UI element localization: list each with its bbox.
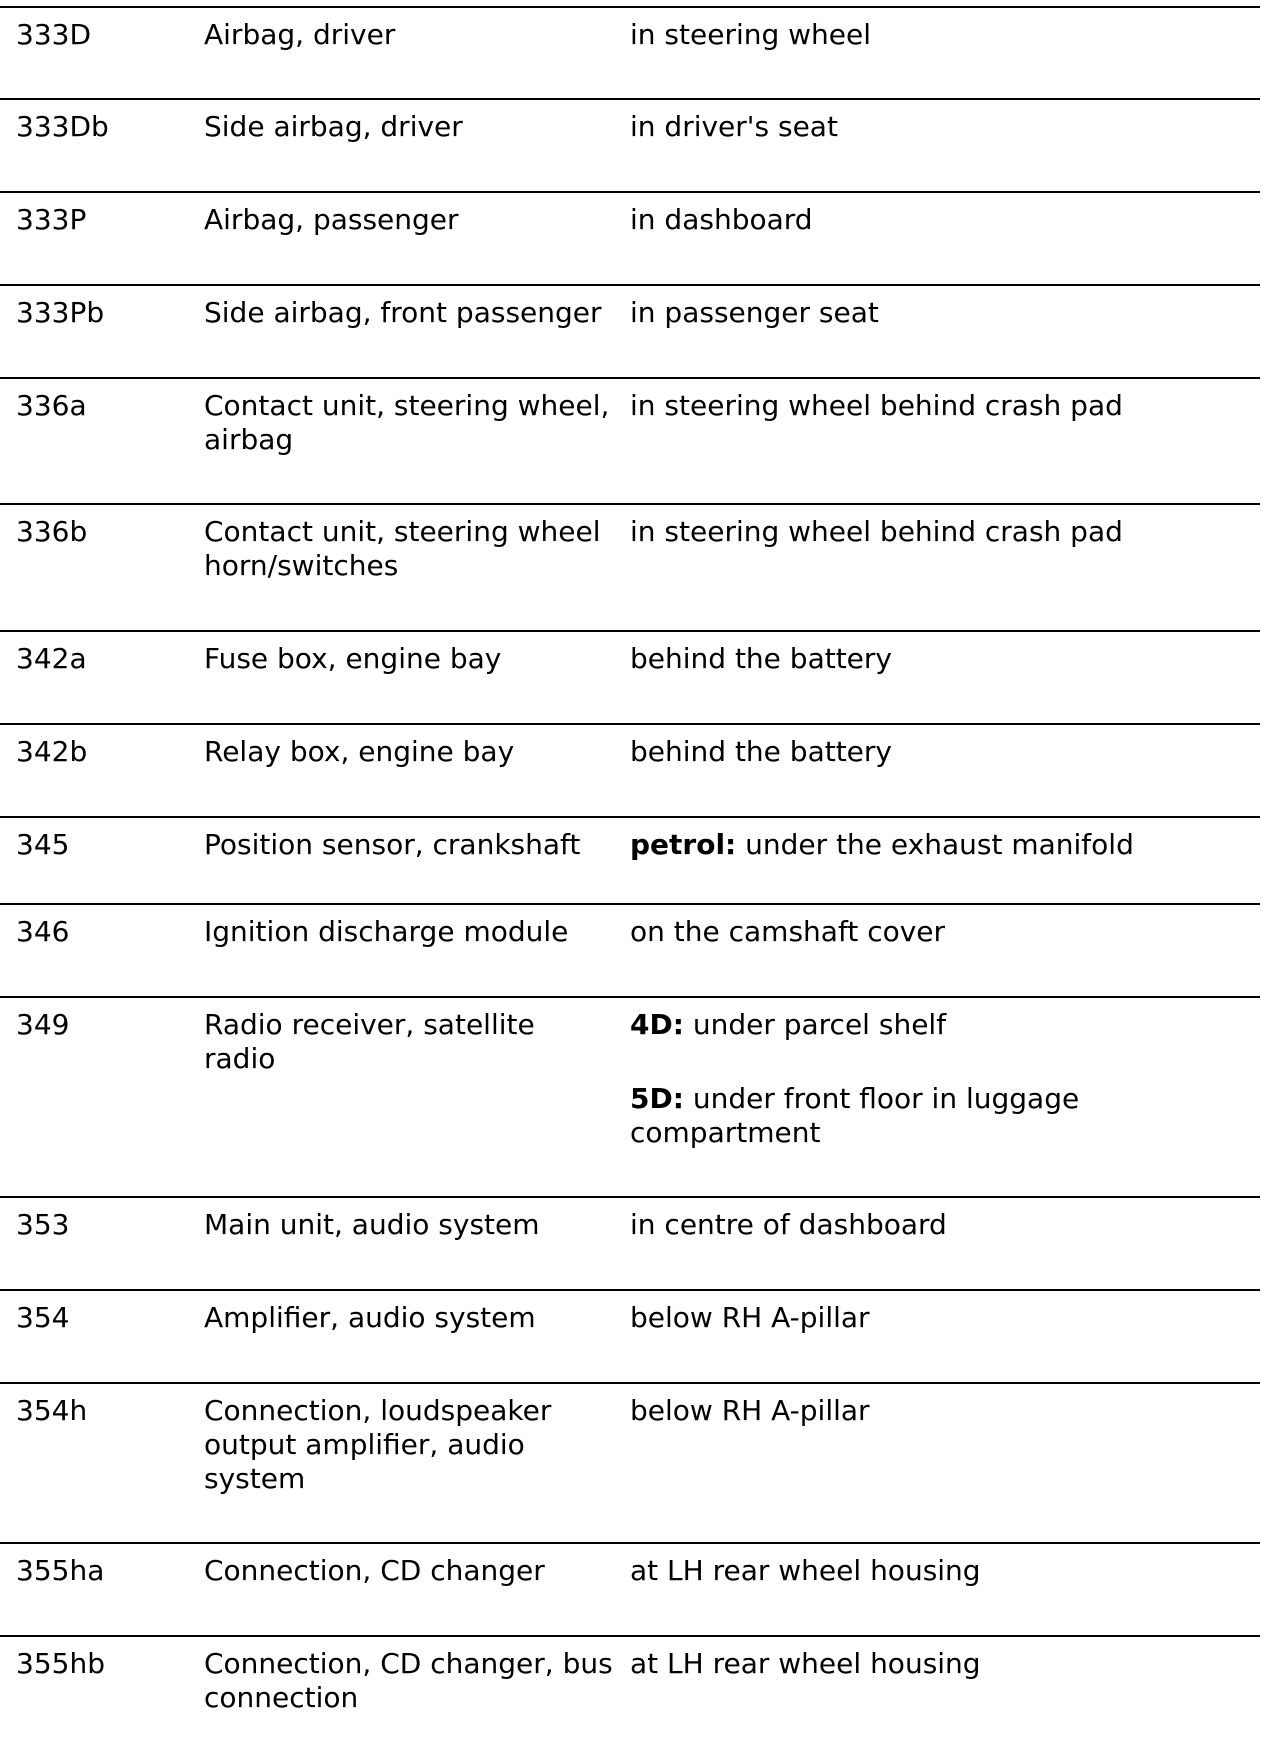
- table-row: [0, 191, 1260, 284]
- component-description: [204, 110, 624, 144]
- component-location: [630, 735, 1255, 769]
- description-line: Fuse box, engine bay: [204, 642, 502, 675]
- description-line: Amplifier, audio system: [204, 1301, 536, 1334]
- table-row: [0, 996, 1260, 1196]
- location-paragraph: [630, 828, 1255, 862]
- location-paragraph: [630, 203, 1255, 237]
- location-paragraph: [630, 1301, 1255, 1335]
- location-text: behind the battery: [630, 642, 892, 675]
- description-line: Main unit, audio system: [204, 1208, 540, 1241]
- location-line: [630, 828, 1255, 862]
- location-line: [630, 915, 1255, 949]
- description-line: Connection, loudspeaker: [204, 1394, 552, 1427]
- component-description: [204, 1008, 624, 1076]
- location-line: [630, 1554, 1255, 1588]
- table-row: [0, 1382, 1260, 1542]
- component-description: [204, 915, 624, 949]
- location-line: [630, 515, 1255, 549]
- location-line: [630, 1208, 1255, 1242]
- component-description: [204, 1208, 624, 1242]
- description-line: Ignition discharge module: [204, 915, 569, 948]
- component-description: [204, 203, 624, 237]
- location-line: [630, 296, 1255, 330]
- location-line: [630, 1116, 1255, 1150]
- location-text: under parcel shelf: [683, 1008, 947, 1041]
- location-text: under the exhaust manifold: [736, 828, 1134, 861]
- table-row: [0, 6, 1260, 98]
- component-description: [204, 1394, 624, 1496]
- table-row: [0, 503, 1260, 630]
- component-location: [630, 915, 1255, 949]
- table-row: [0, 377, 1260, 503]
- component-location: [630, 203, 1255, 237]
- location-variant-label: 4D:: [630, 1008, 684, 1041]
- description-line: Contact unit, steering wheel: [204, 515, 601, 548]
- location-text: behind the battery: [630, 735, 892, 768]
- component-location: [630, 389, 1255, 423]
- component-code: 353: [16, 1208, 70, 1241]
- location-text: in driver's seat: [630, 110, 838, 143]
- component-code: 336b: [16, 515, 88, 548]
- table-row: [0, 1289, 1260, 1382]
- component-location: [630, 1008, 1255, 1150]
- component-code: 333P: [16, 203, 87, 236]
- description-line: Relay box, engine bay: [204, 735, 515, 768]
- component-location: [630, 1647, 1255, 1681]
- location-text: below RH A-pillar: [630, 1301, 870, 1334]
- location-text: below RH A-pillar: [630, 1394, 870, 1427]
- component-description: [204, 1554, 624, 1588]
- table-row: [0, 1196, 1260, 1289]
- component-location: [630, 296, 1255, 330]
- location-text: in passenger seat: [630, 296, 879, 329]
- location-text: under front floor in luggage: [683, 1082, 1080, 1115]
- component-code: 336a: [16, 389, 87, 422]
- description-line: Side airbag, driver: [204, 110, 463, 143]
- description-line: Side airbag, front passenger: [204, 296, 602, 329]
- description-line: Connection, CD changer: [204, 1554, 545, 1587]
- description-line: airbag: [204, 423, 294, 456]
- description-line: Airbag, driver: [204, 18, 396, 51]
- component-location-table: [0, 6, 1260, 1715]
- location-paragraph: [630, 18, 1255, 52]
- table-row: [0, 816, 1260, 903]
- location-line: [630, 203, 1255, 237]
- location-text: compartment: [630, 1116, 821, 1149]
- description-line: Position sensor, crankshaft: [204, 828, 581, 861]
- component-code: 355hb: [16, 1647, 105, 1680]
- component-description: [204, 642, 624, 676]
- location-paragraph: [630, 1008, 1255, 1042]
- location-text: in steering wheel behind crash pad: [630, 389, 1123, 422]
- component-code: 354: [16, 1301, 70, 1334]
- location-paragraph: [630, 1208, 1255, 1242]
- table-row: [0, 1542, 1260, 1635]
- component-location: [630, 642, 1255, 676]
- component-code: 349: [16, 1008, 70, 1041]
- component-code: 333D: [16, 18, 92, 51]
- description-line: radio: [204, 1042, 276, 1075]
- location-line: [630, 1301, 1255, 1335]
- location-paragraph: [630, 110, 1255, 144]
- description-line: output amplifier, audio: [204, 1428, 525, 1461]
- table-row: [0, 723, 1260, 816]
- location-paragraph: [630, 1394, 1255, 1428]
- component-code: 346: [16, 915, 70, 948]
- location-text: in steering wheel behind crash pad: [630, 515, 1123, 548]
- location-text: in dashboard: [630, 203, 813, 236]
- location-paragraph: [630, 296, 1255, 330]
- table-row: [0, 284, 1260, 377]
- component-location: [630, 1208, 1255, 1242]
- location-line: [630, 1394, 1255, 1428]
- location-line: [630, 18, 1255, 52]
- component-location: [630, 1554, 1255, 1588]
- component-description: [204, 18, 624, 52]
- component-description: [204, 828, 624, 862]
- location-variant-label: 5D:: [630, 1082, 684, 1115]
- component-code: 342b: [16, 735, 88, 768]
- component-code: 333Pb: [16, 296, 105, 329]
- location-paragraph: [630, 1554, 1255, 1588]
- table-row: [0, 903, 1260, 996]
- location-line: [630, 642, 1255, 676]
- component-description: [204, 296, 624, 330]
- component-description: [204, 1301, 624, 1335]
- component-code: 355ha: [16, 1554, 105, 1587]
- location-paragraph: [630, 1647, 1255, 1681]
- location-line: [630, 110, 1255, 144]
- component-code: 345: [16, 828, 70, 861]
- table-row: [0, 98, 1260, 191]
- description-line: Connection, CD changer, bus: [204, 1647, 613, 1680]
- description-line: Airbag, passenger: [204, 203, 459, 236]
- location-paragraph: [630, 735, 1255, 769]
- location-paragraph: [630, 389, 1255, 423]
- location-line: [630, 1647, 1255, 1681]
- component-location: [630, 1394, 1255, 1428]
- location-paragraph: [630, 642, 1255, 676]
- location-line: [630, 1082, 1255, 1116]
- location-paragraph: [630, 915, 1255, 949]
- component-code: 342a: [16, 642, 87, 675]
- description-line: Contact unit, steering wheel,: [204, 389, 610, 422]
- location-text: at LH rear wheel housing: [630, 1647, 981, 1680]
- description-line: connection: [204, 1681, 359, 1714]
- location-line: [630, 735, 1255, 769]
- component-code: 354h: [16, 1394, 88, 1427]
- description-line: Radio receiver, satellite: [204, 1008, 535, 1041]
- location-line: [630, 389, 1255, 423]
- component-location: [630, 110, 1255, 144]
- location-text: in steering wheel: [630, 18, 872, 51]
- component-description: [204, 735, 624, 769]
- location-text: on the camshaft cover: [630, 915, 946, 948]
- component-location: [630, 828, 1255, 862]
- component-description: [204, 389, 624, 457]
- component-location: [630, 18, 1255, 52]
- component-description: [204, 1647, 624, 1715]
- component-description: [204, 515, 624, 583]
- location-text: in centre of dashboard: [630, 1208, 947, 1241]
- location-text: at LH rear wheel housing: [630, 1554, 981, 1587]
- table-row: [0, 630, 1260, 723]
- component-code: 333Db: [16, 110, 109, 143]
- location-line: [630, 1008, 1255, 1042]
- location-paragraph: [630, 515, 1255, 549]
- description-line: horn/switches: [204, 549, 399, 582]
- location-paragraph: [630, 1082, 1255, 1150]
- description-line: system: [204, 1462, 306, 1495]
- component-location: [630, 1301, 1255, 1335]
- location-variant-label: petrol:: [630, 828, 737, 861]
- component-location: [630, 515, 1255, 549]
- table-row: [0, 1635, 1260, 1715]
